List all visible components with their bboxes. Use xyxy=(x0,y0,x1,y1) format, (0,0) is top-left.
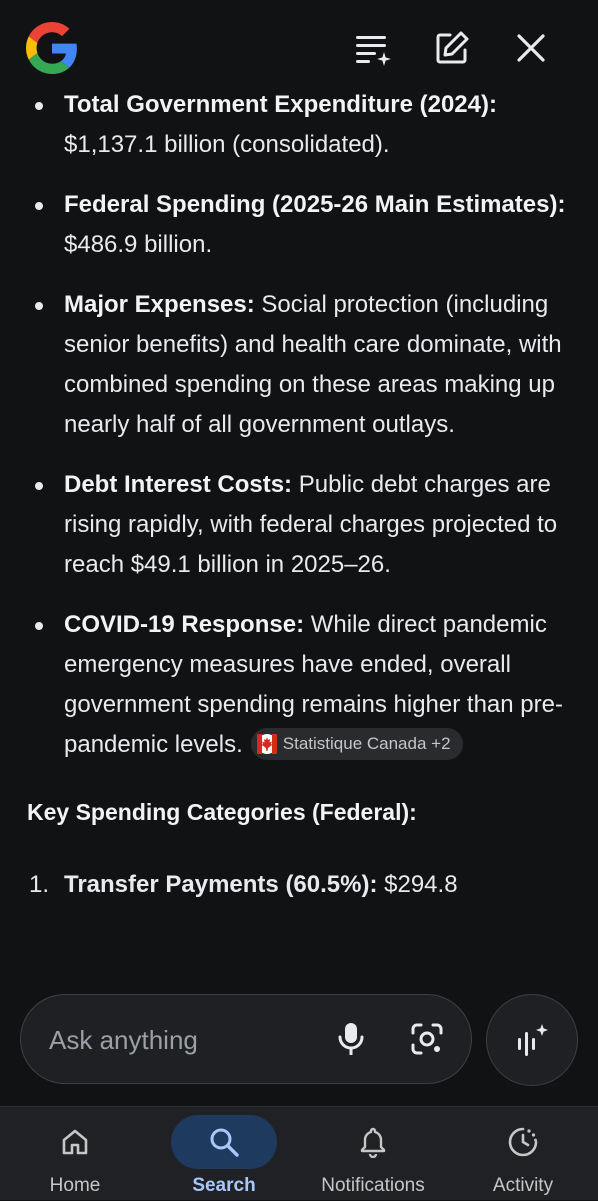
close-button[interactable] xyxy=(507,24,555,72)
nav-item-home[interactable] xyxy=(0,1107,150,1201)
numbered-text: $294.8 xyxy=(377,871,458,898)
ai-overview-list-button[interactable] xyxy=(348,24,396,72)
microphone-icon xyxy=(337,1021,365,1057)
playlist-sparkle-icon xyxy=(352,28,392,68)
ai-mode-button[interactable] xyxy=(486,994,578,1086)
bullet-heading: COVID-19 Response: xyxy=(64,611,305,638)
ai-sparkle-voice-icon xyxy=(514,1022,550,1058)
source-chip-label: Statistique Canada +2 xyxy=(282,733,451,753)
top-bar xyxy=(0,0,598,92)
maple-leaf-icon xyxy=(257,734,277,754)
ask-bar xyxy=(20,994,472,1084)
numbered-heading: Transfer Payments (60.5%): xyxy=(64,871,378,898)
bullet-heading: Total Government Expenditure (2024): xyxy=(64,91,497,118)
bullet-text: While direct pandemic emergency measures have ended, overall government spending remains higher than pre-pandemic levels. xyxy=(64,611,563,758)
bullet-item-debt-interest xyxy=(0,465,598,585)
nav-label-home: Home xyxy=(49,1175,101,1196)
numbered-list xyxy=(0,865,598,905)
nav-icon-container xyxy=(22,1115,128,1169)
lens-search-button[interactable] xyxy=(405,1017,449,1061)
home-icon xyxy=(60,1127,90,1157)
bottom-navigation xyxy=(0,1106,598,1200)
nav-label-notifications: Notifications xyxy=(321,1175,425,1196)
edit-icon xyxy=(433,29,471,67)
nav-label-activity: Activity xyxy=(492,1175,554,1196)
summary-bullet-list xyxy=(0,85,598,765)
search-icon xyxy=(208,1126,240,1158)
lens-camera-icon xyxy=(410,1022,444,1056)
close-icon xyxy=(514,31,548,65)
bullet-item-federal-spending xyxy=(0,185,598,265)
nav-item-activity[interactable] xyxy=(448,1107,598,1201)
nav-icon-container xyxy=(320,1115,426,1169)
bullet-item-total-expenditure xyxy=(0,85,598,165)
bullet-heading: Debt Interest Costs: xyxy=(64,471,293,498)
ai-overview-content xyxy=(0,85,598,985)
bullet-item-major-expenses xyxy=(0,285,598,445)
bullet-text: $1,137.1 billion (consolidated). xyxy=(64,131,390,158)
edit-button[interactable] xyxy=(428,24,476,72)
nav-icon-container xyxy=(470,1115,576,1169)
bell-icon xyxy=(358,1126,388,1158)
source-chip[interactable] xyxy=(251,728,463,760)
list-number: 1. xyxy=(29,871,50,898)
google-g-icon[interactable] xyxy=(26,22,78,74)
bullet-heading: Federal Spending (2025-26 Main Estimates): xyxy=(64,191,566,218)
voice-search-button[interactable] xyxy=(329,1017,373,1061)
nav-icon-container xyxy=(171,1115,277,1169)
numbered-item-transfer-payments xyxy=(0,865,598,905)
nav-label-search: Search xyxy=(192,1175,256,1196)
bullet-text: Public debt charges are rising rapidly, with federal charges projected to reach $49.1 billion in 2025–26. xyxy=(64,471,558,578)
bullet-heading: Major Expenses: xyxy=(64,291,255,318)
nav-item-notifications[interactable] xyxy=(298,1107,448,1201)
bullet-item-covid-response xyxy=(0,605,598,765)
activity-icon xyxy=(507,1126,539,1158)
bullet-text: Social protection (including senior benefits) and health care dominate, with combined spending on these areas making up nearly half of all government outlays. xyxy=(64,291,562,438)
bullet-text: $486.9 billion. xyxy=(64,231,213,258)
nav-item-search[interactable] xyxy=(149,1107,299,1201)
section-heading: Key Spending Categories (Federal): xyxy=(27,799,417,825)
ask-input[interactable] xyxy=(47,1019,311,1061)
